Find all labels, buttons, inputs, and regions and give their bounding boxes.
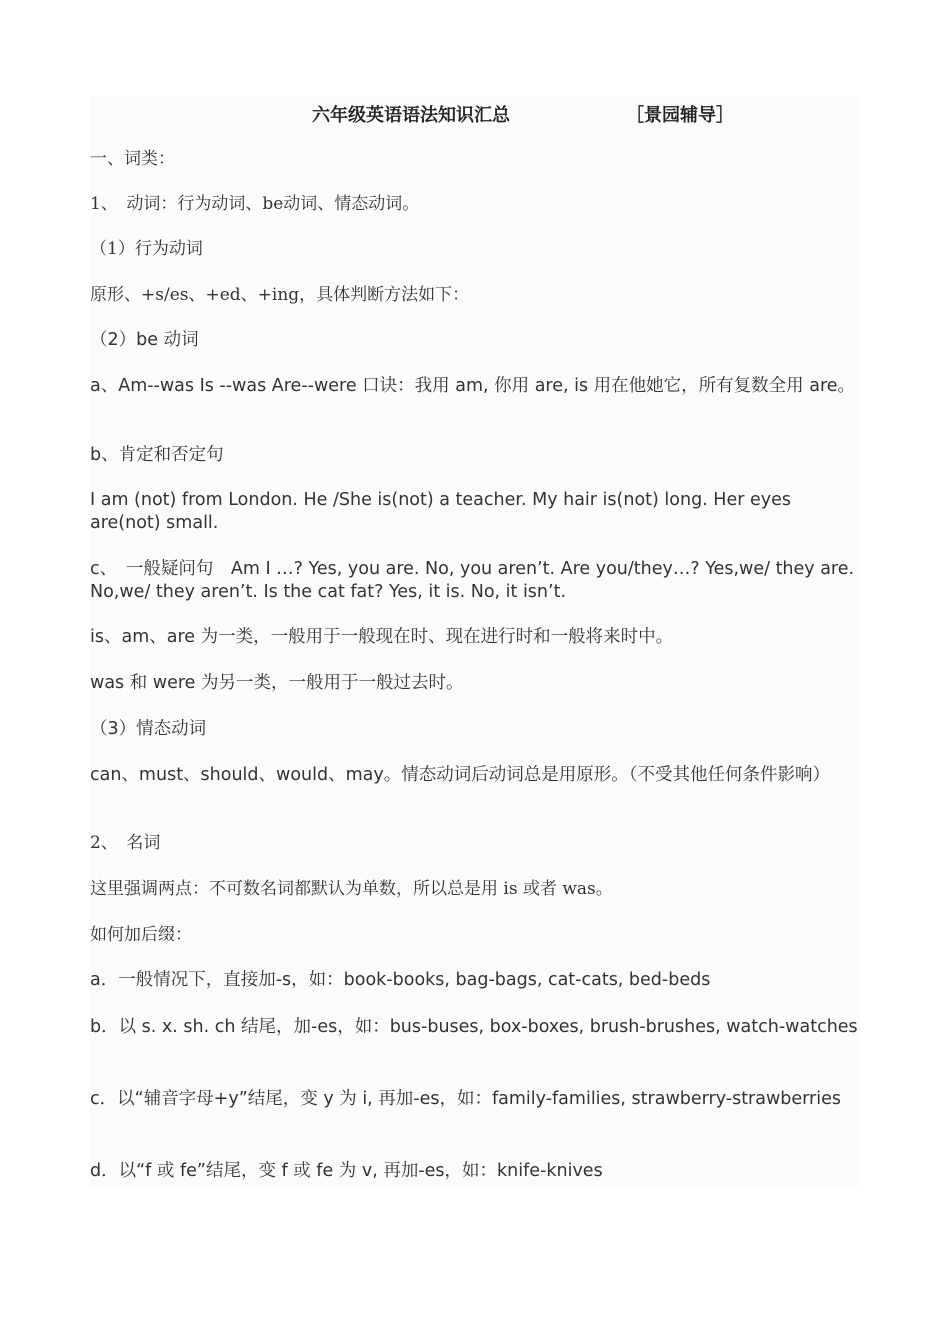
document-title: 六年级英语语法知识汇总 xyxy=(312,105,510,126)
item-action-verbs: （1）行为动词 xyxy=(90,239,203,259)
rule-d-plural: d．以“f 或 fe”结尾，变 f 或 fe 为 v, 再加-es，如：knife-knives xyxy=(90,1161,603,1181)
document-page xyxy=(90,96,860,1186)
subsection-nouns: 2、 名词 xyxy=(90,833,161,853)
paragraph-affirmative-negative: b、肯定和否定句 xyxy=(90,445,224,465)
subsection-verbs: 1、 动词：行为动词、be动词、情态动词。 xyxy=(90,194,420,214)
paragraph-action-verb-forms: 原形、+s/es、+ed、+ing，具体判断方法如下： xyxy=(90,285,470,305)
paragraph-modal-verbs: can、must、should、would、may。情态动词后动词总是用原形。（不受其他任何条件影响） xyxy=(90,765,830,785)
paragraph-suffix-heading: 如何加后缀： xyxy=(90,925,192,945)
paragraph-uncountable-nouns: 这里强调两点：不可数名词都默认为单数，所以总是用 is 或者 was。 xyxy=(90,879,613,899)
paragraph-past-usage: was 和 were 为另一类，一般用于一般过去时。 xyxy=(90,673,464,693)
rule-c-plural: c．以“辅音字母+y”结尾，变 y 为 i, 再加-es，如：family-families, strawberry-strawberries xyxy=(90,1089,841,1109)
paragraph-be-examples: I am (not) from London. He /She is(not) a teacher. My hair is(not) long. Her eyes are(not) small. xyxy=(90,490,791,533)
paragraph-present-usage: is、am、are 为一类，一般用于一般现在时、现在进行时和一般将来时中。 xyxy=(90,627,674,647)
section-heading-word-classes: 一、词类： xyxy=(90,149,175,169)
rule-b-plural: b．以 s. x. sh. ch 结尾，加-es，如：bus-buses, box-boxes, brush-brushes, watch-watches xyxy=(90,1017,858,1037)
paragraph-be-verb-rhyme: a、Am--was Is --was Are--were 口诀：我用 am, 你用 are, is 用在他她它，所有复数全用 are。 xyxy=(90,376,856,396)
item-modal-verbs: （3）情态动词 xyxy=(90,719,207,739)
document-tag: ［景园辅导］ xyxy=(626,105,734,126)
paragraph-general-questions: c、 一般疑问句 Am I …? Yes, you are. No, you aren’t. Are you/they…? Yes,we/ they are. No,we/ they aren’t. Is the cat fat? Yes, it is. No, it isn’t. xyxy=(90,559,855,602)
item-be-verbs: （2）be 动词 xyxy=(90,330,199,350)
rule-a-plural: a．一般情况下，直接加-s，如：book-books, bag-bags, cat-cats, bed-beds xyxy=(90,970,711,990)
